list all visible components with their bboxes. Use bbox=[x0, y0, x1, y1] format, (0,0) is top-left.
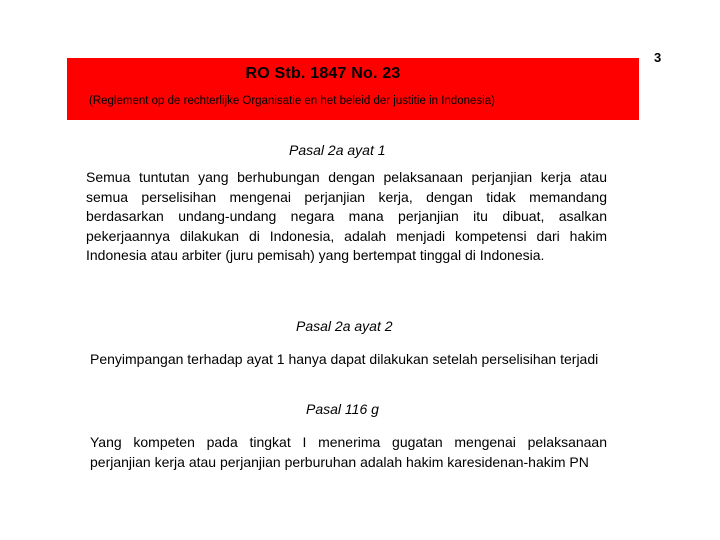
page-number: 3 bbox=[654, 50, 662, 65]
title-banner bbox=[67, 58, 639, 120]
section-heading-pasal-2a-ayat-2: Pasal 2a ayat 2 bbox=[296, 318, 393, 334]
section-body-pasal-2a-ayat-1: Semua tuntutan yang berhubungan dengan pelaksanaan perjanjian kerja atau semua perselisihan mengenai perjanjian kerja, dengan tidak memandang berdasarkan undang-undang negara mana perjanjian itu dibuat, asalkan pekerjaannya dilakukan di Indonesia, adalah menjadi kompetensi dari hakim Indonesia atau arbiter (juru pemisah) yang bertempat tinggal di Indonesia. bbox=[86, 169, 607, 263]
section-heading-pasal-116-g: Pasal 116 g bbox=[306, 401, 379, 417]
section-body-pasal-116-g: Yang kompeten pada tingkat I menerima gugatan mengenai pelaksanaan perjanjian kerja atau perjanjian perburuhan adalah hakim karesidenan-hakim PN bbox=[90, 434, 607, 470]
section-heading-pasal-2a-ayat-1: Pasal 2a ayat 1 bbox=[289, 142, 386, 158]
document-title: RO Stb. 1847 No. 23 bbox=[245, 65, 401, 82]
section-body-pasal-2a-ayat-2: Penyimpangan terhadap ayat 1 hanya dapat dilakukan setelah perselisihan terjadi bbox=[90, 351, 599, 367]
document-subtitle: (Reglement op de rechterlijke Organisatie en het beleid der justitie in Indonesia) bbox=[89, 95, 495, 107]
